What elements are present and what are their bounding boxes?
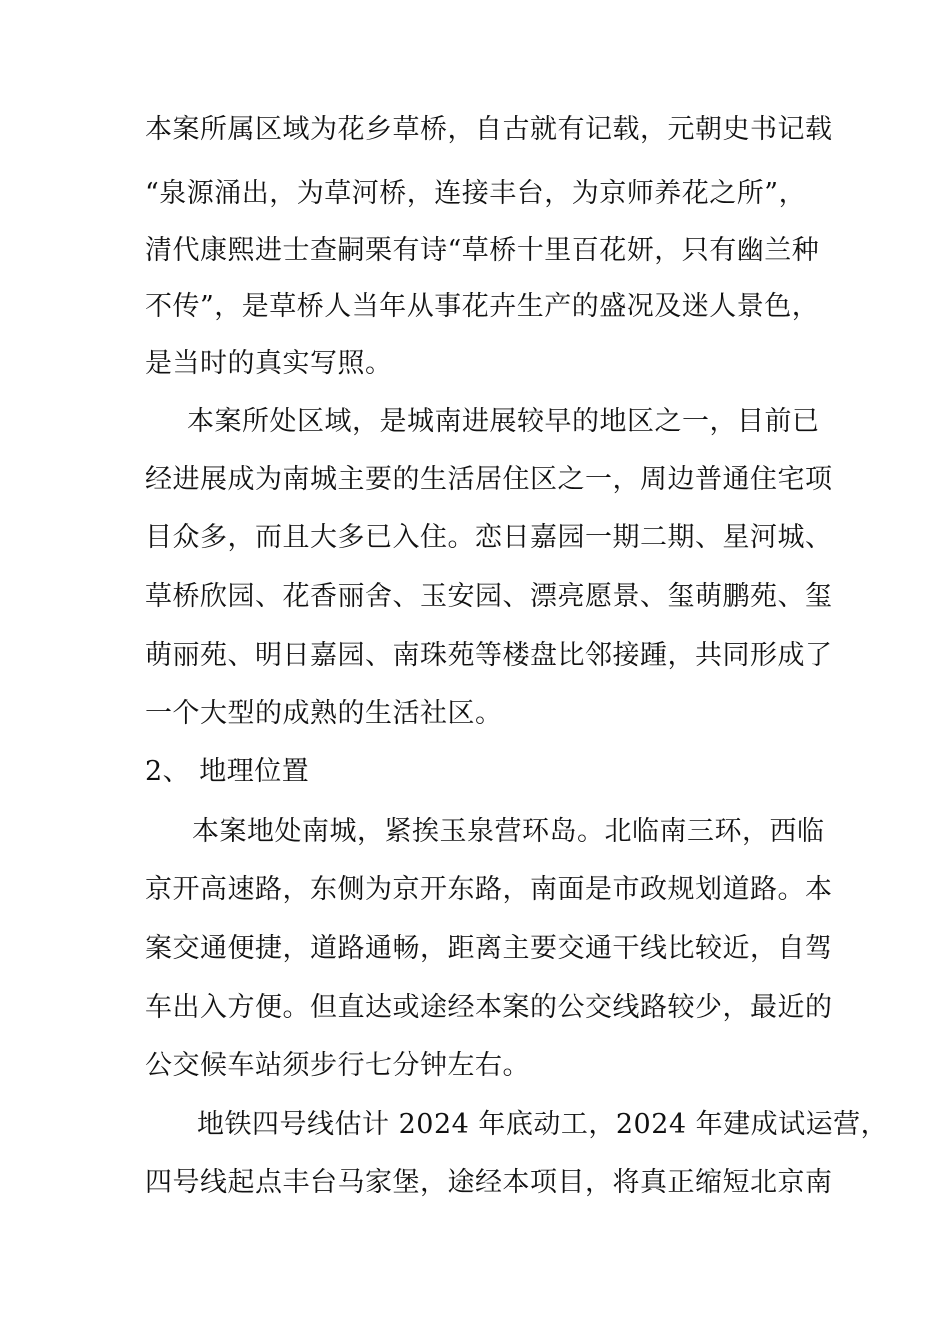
paragraph-1-line-4: 不传”，是草桥人当年从事花卉生产的盛况及迷人景色， bbox=[145, 291, 820, 322]
paragraph-3-line-2: 京开高速路，东侧为京开东路，南面是市政规划道路。本 bbox=[145, 874, 833, 905]
paragraph-1-line-2: “泉源涌出，为草河桥，连接丰台，为京师养花之所”， bbox=[145, 178, 807, 209]
paragraph-2-line-4: 草桥欣园、花香丽舍、玉安园、漂亮愿景、玺萌鹏苑、玺 bbox=[145, 581, 833, 612]
paragraph-3-line-1: 本案地处南城，紧挨玉泉营环岛。北临南三环，西临 bbox=[192, 816, 825, 847]
paragraph-4-line-2: 四号线起点丰台马家堡，途经本项目，将真正缩短北京南 bbox=[145, 1167, 833, 1198]
paragraph-3-line-5: 公交候车站须步行七分钟左右。 bbox=[145, 1050, 530, 1081]
paragraph-2-line-2: 经进展成为南城主要的生活居住区之一，周边普通住宅项 bbox=[145, 464, 833, 495]
paragraph-3-line-3: 案交通便捷，道路通畅，距离主要交通干线比较近，自驾 bbox=[145, 933, 833, 964]
section-heading: 2、 地理位置 bbox=[145, 756, 310, 787]
paragraph-1-line-5: 是当时的真实写照。 bbox=[145, 348, 393, 379]
paragraph-2-line-3: 目众多，而且大多已入住。恋日嘉园一期二期、星河城、 bbox=[145, 522, 833, 553]
paragraph-1-line-3: 清代康熙进士查嗣栗有诗“草桥十里百花妍，只有幽兰种 bbox=[145, 235, 820, 266]
paragraph-2-line-6: 一个大型的成熟的生活社区。 bbox=[145, 698, 503, 729]
paragraph-2-line-1: 本案所处区域，是城南进展较早的地区之一，目前已 bbox=[187, 406, 820, 437]
paragraph-1-line-1: 本案所属区域为花乡草桥，自古就有记载，元朝史书记载 bbox=[145, 114, 833, 145]
paragraph-3-line-4: 车出入方便。但直达或途经本案的公交线路较少，最近的 bbox=[145, 992, 833, 1023]
paragraph-2-line-5: 萌丽苑、明日嘉园、南珠苑等楼盘比邻接踵，共同形成了 bbox=[145, 640, 833, 671]
paragraph-4-line-1: 地铁四号线估计 2024 年底动工，2024 年建成试运营， bbox=[197, 1109, 889, 1140]
